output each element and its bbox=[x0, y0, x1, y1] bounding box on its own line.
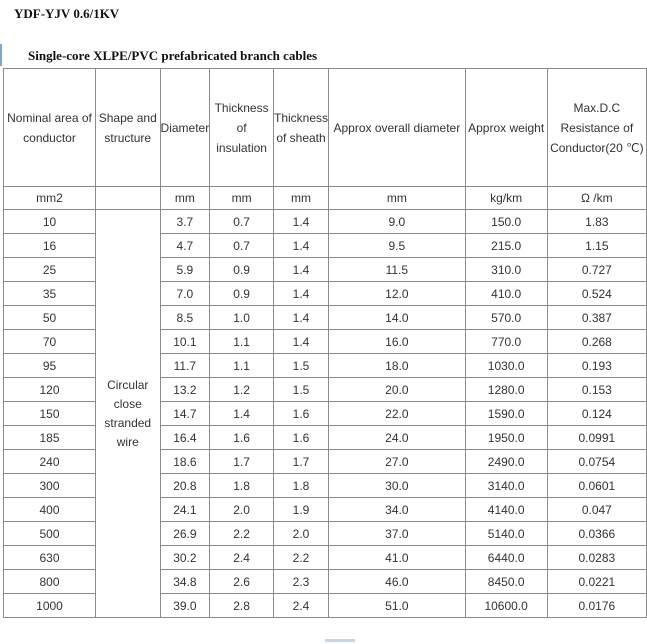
cell-resistance: 0.124 bbox=[547, 402, 646, 426]
cell-insulation: 1.8 bbox=[210, 474, 274, 498]
cell-resistance: 0.387 bbox=[547, 306, 646, 330]
cell-overall-diameter: 20.0 bbox=[329, 378, 466, 402]
cell-diameter: 30.2 bbox=[160, 546, 210, 570]
header-row bbox=[4, 69, 647, 187]
cell-area: 50 bbox=[4, 306, 96, 330]
table-row bbox=[4, 210, 647, 234]
cell-overall-diameter: 14.0 bbox=[329, 306, 466, 330]
cell-sheath: 1.8 bbox=[273, 474, 328, 498]
cell-sheath: 2.2 bbox=[273, 546, 328, 570]
cell-sheath: 1.4 bbox=[273, 282, 328, 306]
cell-area: 300 bbox=[4, 474, 96, 498]
cell-sheath: 1.4 bbox=[273, 258, 328, 282]
cell-weight: 770.0 bbox=[465, 330, 547, 354]
cell-weight: 8450.0 bbox=[465, 570, 547, 594]
cell-insulation: 0.9 bbox=[210, 258, 274, 282]
unit-resistance: Ω /km bbox=[547, 187, 646, 210]
cell-weight: 1590.0 bbox=[465, 402, 547, 426]
cell-sheath: 1.6 bbox=[273, 426, 328, 450]
cell-diameter: 10.1 bbox=[160, 330, 210, 354]
cell-insulation: 1.6 bbox=[210, 426, 274, 450]
cell-sheath: 1.4 bbox=[273, 306, 328, 330]
cell-diameter: 5.9 bbox=[160, 258, 210, 282]
unit-insulation: mm bbox=[210, 187, 274, 210]
cell-sheath: 2.3 bbox=[273, 570, 328, 594]
cell-area: 35 bbox=[4, 282, 96, 306]
cell-sheath: 1.5 bbox=[273, 378, 328, 402]
cell-sheath: 1.5 bbox=[273, 354, 328, 378]
cell-overall-diameter: 12.0 bbox=[329, 282, 466, 306]
cell-diameter: 20.8 bbox=[160, 474, 210, 498]
header-sheath: Thickness of sheath bbox=[273, 69, 328, 187]
bottom-edge-marker bbox=[325, 639, 355, 642]
cell-sheath: 1.4 bbox=[273, 234, 328, 258]
cell-diameter: 26.9 bbox=[160, 522, 210, 546]
cell-diameter: 18.6 bbox=[160, 450, 210, 474]
cell-insulation: 2.4 bbox=[210, 546, 274, 570]
unit-diameter: mm bbox=[160, 187, 210, 210]
cell-insulation: 1.2 bbox=[210, 378, 274, 402]
header-insulation: Thickness of insulation bbox=[210, 69, 274, 187]
cell-resistance: 0.0601 bbox=[547, 474, 646, 498]
cell-weight: 3140.0 bbox=[465, 474, 547, 498]
cell-area: 240 bbox=[4, 450, 96, 474]
cell-area: 150 bbox=[4, 402, 96, 426]
cell-weight: 410.0 bbox=[465, 282, 547, 306]
header-diameter: Diameter bbox=[160, 69, 210, 187]
cell-shape-structure: Circular close stranded wire bbox=[95, 210, 160, 618]
cell-resistance: 0.0176 bbox=[547, 594, 646, 618]
cell-overall-diameter: 46.0 bbox=[329, 570, 466, 594]
cell-sheath: 1.7 bbox=[273, 450, 328, 474]
cell-diameter: 13.2 bbox=[160, 378, 210, 402]
cell-overall-diameter: 37.0 bbox=[329, 522, 466, 546]
cell-resistance: 0.193 bbox=[547, 354, 646, 378]
cell-insulation: 1.1 bbox=[210, 330, 274, 354]
cell-insulation: 1.1 bbox=[210, 354, 274, 378]
cell-weight: 570.0 bbox=[465, 306, 547, 330]
cell-insulation: 0.7 bbox=[210, 210, 274, 234]
cell-resistance: 1.15 bbox=[547, 234, 646, 258]
cell-resistance: 0.524 bbox=[547, 282, 646, 306]
cell-insulation: 1.7 bbox=[210, 450, 274, 474]
unit-area: mm2 bbox=[4, 187, 96, 210]
unit-overall-diameter: mm bbox=[329, 187, 466, 210]
cell-area: 185 bbox=[4, 426, 96, 450]
cell-insulation: 2.6 bbox=[210, 570, 274, 594]
cell-insulation: 1.0 bbox=[210, 306, 274, 330]
cell-area: 95 bbox=[4, 354, 96, 378]
cell-diameter: 16.4 bbox=[160, 426, 210, 450]
header-resistance: Max.D.C Resistance of Conductor(20 ℃) bbox=[547, 69, 646, 187]
cell-overall-diameter: 30.0 bbox=[329, 474, 466, 498]
cell-area: 25 bbox=[4, 258, 96, 282]
cell-weight: 6440.0 bbox=[465, 546, 547, 570]
cell-sheath: 1.4 bbox=[273, 330, 328, 354]
cell-insulation: 2.8 bbox=[210, 594, 274, 618]
cell-overall-diameter: 9.5 bbox=[329, 234, 466, 258]
cell-overall-diameter: 34.0 bbox=[329, 498, 466, 522]
cell-overall-diameter: 41.0 bbox=[329, 546, 466, 570]
header-weight: Approx weight bbox=[465, 69, 547, 187]
cell-insulation: 2.0 bbox=[210, 498, 274, 522]
cell-weight: 1280.0 bbox=[465, 378, 547, 402]
cell-overall-diameter: 9.0 bbox=[329, 210, 466, 234]
cell-resistance: 0.727 bbox=[547, 258, 646, 282]
cell-area: 1000 bbox=[4, 594, 96, 618]
cell-diameter: 8.5 bbox=[160, 306, 210, 330]
unit-sheath: mm bbox=[273, 187, 328, 210]
cell-area: 10 bbox=[4, 210, 96, 234]
cell-overall-diameter: 22.0 bbox=[329, 402, 466, 426]
cell-overall-diameter: 18.0 bbox=[329, 354, 466, 378]
cell-insulation: 0.7 bbox=[210, 234, 274, 258]
header-overall-diameter: Approx overall diameter bbox=[329, 69, 466, 187]
cell-insulation: 0.9 bbox=[210, 282, 274, 306]
cell-diameter: 39.0 bbox=[160, 594, 210, 618]
cell-weight: 2490.0 bbox=[465, 450, 547, 474]
cell-resistance: 0.0366 bbox=[547, 522, 646, 546]
cell-diameter: 11.7 bbox=[160, 354, 210, 378]
cell-weight: 1950.0 bbox=[465, 426, 547, 450]
cell-overall-diameter: 24.0 bbox=[329, 426, 466, 450]
cell-diameter: 7.0 bbox=[160, 282, 210, 306]
cell-area: 630 bbox=[4, 546, 96, 570]
cell-overall-diameter: 16.0 bbox=[329, 330, 466, 354]
header-nominal-area: Nominal area of conductor bbox=[4, 69, 96, 187]
cell-sheath: 1.6 bbox=[273, 402, 328, 426]
cell-area: 16 bbox=[4, 234, 96, 258]
cell-resistance: 0.0991 bbox=[547, 426, 646, 450]
cell-area: 400 bbox=[4, 498, 96, 522]
cell-sheath: 1.9 bbox=[273, 498, 328, 522]
cell-area: 120 bbox=[4, 378, 96, 402]
cell-weight: 10600.0 bbox=[465, 594, 547, 618]
document-title: YDF-YJV 0.6/1KV bbox=[14, 6, 120, 21]
cable-spec-table bbox=[3, 68, 647, 618]
cell-diameter: 24.1 bbox=[160, 498, 210, 522]
cell-resistance: 0.0754 bbox=[547, 450, 646, 474]
units-row bbox=[4, 187, 647, 210]
cell-weight: 1030.0 bbox=[465, 354, 547, 378]
cell-overall-diameter: 27.0 bbox=[329, 450, 466, 474]
cell-resistance: 0.0221 bbox=[547, 570, 646, 594]
header-shape: Shape and structure bbox=[95, 69, 160, 187]
cell-area: 70 bbox=[4, 330, 96, 354]
cell-resistance: 0.047 bbox=[547, 498, 646, 522]
document-subtitle: Single-core XLPE/PVC prefabricated branch cables bbox=[28, 48, 318, 63]
cell-diameter: 14.7 bbox=[160, 402, 210, 426]
cell-resistance: 0.268 bbox=[547, 330, 646, 354]
cell-resistance: 0.0283 bbox=[547, 546, 646, 570]
cell-overall-diameter: 11.5 bbox=[329, 258, 466, 282]
cell-weight: 5140.0 bbox=[465, 522, 547, 546]
left-edge-marker bbox=[0, 44, 2, 66]
cell-sheath: 1.4 bbox=[273, 210, 328, 234]
cell-diameter: 34.8 bbox=[160, 570, 210, 594]
cell-area: 800 bbox=[4, 570, 96, 594]
cell-sheath: 2.4 bbox=[273, 594, 328, 618]
unit-weight: kg/km bbox=[465, 187, 547, 210]
cell-sheath: 2.0 bbox=[273, 522, 328, 546]
cell-insulation: 1.4 bbox=[210, 402, 274, 426]
cell-area: 500 bbox=[4, 522, 96, 546]
cell-weight: 150.0 bbox=[465, 210, 547, 234]
cell-resistance: 0.153 bbox=[547, 378, 646, 402]
cell-resistance: 1.83 bbox=[547, 210, 646, 234]
cell-diameter: 3.7 bbox=[160, 210, 210, 234]
cell-weight: 4140.0 bbox=[465, 498, 547, 522]
cell-weight: 310.0 bbox=[465, 258, 547, 282]
cell-insulation: 2.2 bbox=[210, 522, 274, 546]
cell-weight: 215.0 bbox=[465, 234, 547, 258]
cell-overall-diameter: 51.0 bbox=[329, 594, 466, 618]
cell-diameter: 4.7 bbox=[160, 234, 210, 258]
unit-shape bbox=[95, 187, 160, 210]
